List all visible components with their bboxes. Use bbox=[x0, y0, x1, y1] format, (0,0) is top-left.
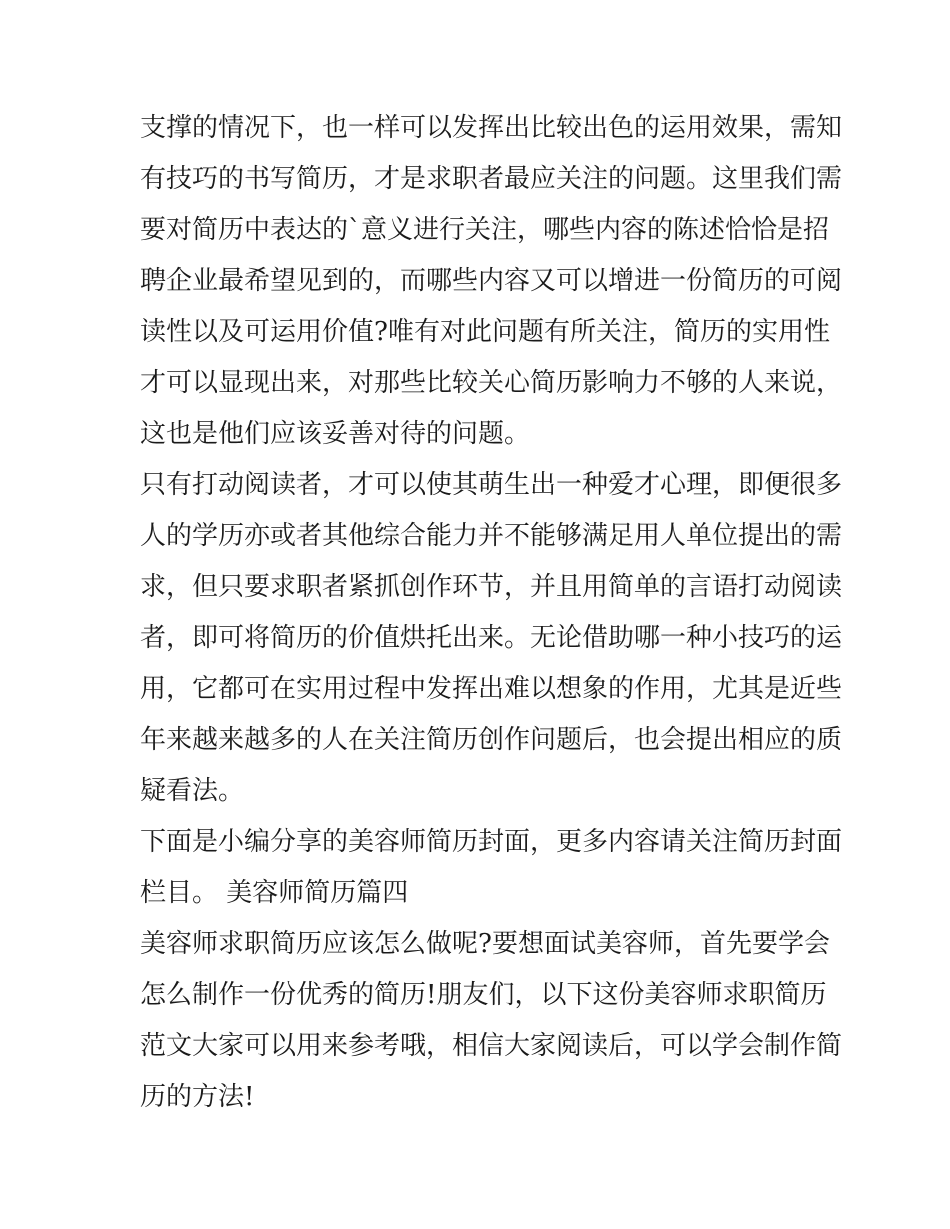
text-line: 栏目。 美容师简历篇四 bbox=[140, 878, 409, 908]
text-line: 有技巧的书写简历，才是求职者最应关注的问题。这里我们需 bbox=[140, 164, 843, 194]
text-line: 支撑的情况下，也一样可以发挥出比较出色的运用效果，需知 bbox=[140, 113, 843, 143]
text-line: 下面是小编分享的美容师简历封面，更多内容请关注简历封面 bbox=[140, 827, 843, 857]
text-line: 者，即可将简历的价值烘托出来。无论借助哪一种小技巧的运 bbox=[140, 623, 843, 653]
text-line: 只有打动阅读者，才可以使其萌生出一种爱才心理，即便很多 bbox=[140, 470, 843, 500]
text-line: 历的方法! bbox=[140, 1082, 255, 1112]
text-line: 疑看法。 bbox=[140, 776, 245, 806]
text-line: 人的学历亦或者其他综合能力并不能够满足用人单位提出的需 bbox=[140, 521, 843, 551]
text-line: 才可以显现出来，对那些比较关心简历影响力不够的人来说， bbox=[140, 368, 843, 398]
text-line: 要对简历中表达的`意义进行关注，哪些内容的陈述恰恰是招 bbox=[140, 215, 830, 245]
text-line: 美容师求职简历应该怎么做呢?要想面试美容师，首先要学会 bbox=[140, 929, 830, 959]
text-line: 用，它都可在实用过程中发挥出难以想象的作用，尤其是近些 bbox=[140, 674, 843, 704]
text-line: 年来越来越多的人在关注简历创作问题后，也会提出相应的质 bbox=[140, 725, 843, 755]
text-line: 读性以及可运用价值?唯有对此问题有所关注，简历的实用性 bbox=[140, 317, 830, 347]
text-line: 求，但只要求职者紧抓创作环节，并且用简单的言语打动阅读 bbox=[140, 572, 843, 602]
text-line: 怎么制作一份优秀的简历!朋友们，以下这份美容师求职简历 bbox=[140, 980, 827, 1010]
body-text bbox=[140, 103, 843, 1123]
text-line: 这也是他们应该妥善对待的问题。 bbox=[140, 419, 531, 449]
text-line: 范文大家可以用来参考哦，相信大家阅读后，可以学会制作简 bbox=[140, 1031, 843, 1061]
text-line: 聘企业最希望见到的，而哪些内容又可以增进一份简历的可阅 bbox=[140, 266, 843, 296]
